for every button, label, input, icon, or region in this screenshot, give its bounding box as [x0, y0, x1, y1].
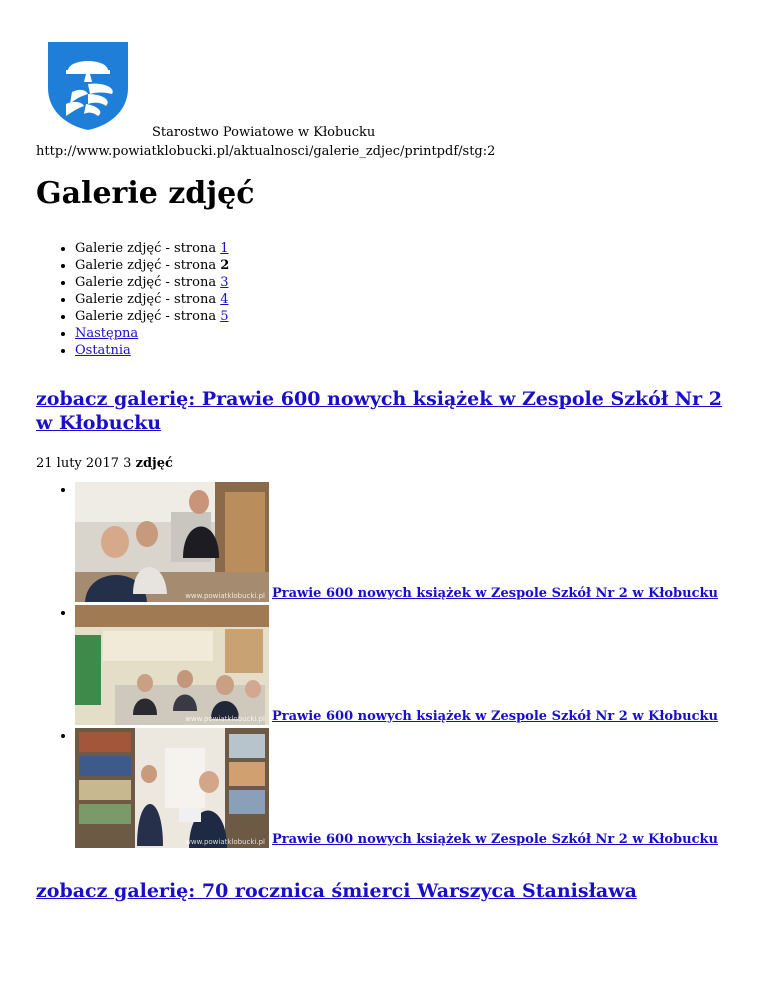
pagination-item [75, 291, 229, 308]
pagination-prefix: Galerie zdjęć - strona [75, 241, 217, 256]
site-name: Starostwo Powiatowe w Kłobucku [152, 125, 376, 140]
pagination-item [75, 274, 229, 291]
pagination-prefix: Galerie zdjęć - strona [75, 309, 217, 324]
next-page-link[interactable]: Następna [75, 326, 139, 341]
pagination-item [75, 308, 229, 325]
last-page-link[interactable]: Ostatnia [75, 343, 131, 358]
page-link-3[interactable]: 3 [220, 275, 229, 290]
photo-caption-link[interactable]: Prawie 600 nowych książek w Zespole Szkół Nr 2 w Kłobucku [272, 709, 718, 724]
photo-thumbnail[interactable] [75, 482, 269, 602]
pagination-prefix: Galerie zdjęć - strona [75, 258, 217, 273]
page-title: Galerie zdjęć [36, 176, 255, 211]
pagination-prefix: Galerie zdjęć - strona [75, 292, 217, 307]
gallery-link[interactable]: zobacz galerię: Prawie 600 nowych książek w Zespole Szkół Nr 2 w Kłobucku [36, 388, 722, 434]
pagination-item [75, 240, 229, 257]
pagination-item [75, 342, 229, 359]
photo-caption-link[interactable]: Prawie 600 nowych książek w Zespole Szkół Nr 2 w Kłobucku [272, 832, 718, 847]
page-link-1[interactable]: 1 [220, 241, 229, 256]
photo-count-label: zdjęć [135, 456, 173, 471]
current-page: 2 [220, 258, 230, 273]
photo-count: 3 [123, 456, 132, 471]
gallery-date: 21 luty 2017 [36, 456, 119, 471]
watermark: www.powiatklobucki.pl [185, 592, 265, 600]
pagination-item [75, 325, 229, 342]
photo-thumbnail[interactable] [75, 728, 269, 848]
photo-list [56, 482, 718, 851]
watermark: www.powiatklobucki.pl [185, 838, 265, 846]
gallery-title [36, 387, 736, 435]
watermark: www.powiatklobucki.pl [185, 715, 265, 723]
gallery-meta [36, 456, 173, 471]
photo-caption-link[interactable]: Prawie 600 nowych książek w Zespole Szkół Nr 2 w Kłobucku [272, 586, 718, 601]
pagination-list [56, 240, 229, 359]
pagination-prefix: Galerie zdjęć - strona [75, 275, 217, 290]
photo-thumbnail[interactable] [75, 605, 269, 725]
pagination-item [75, 257, 229, 274]
page-link-4[interactable]: 4 [220, 292, 229, 307]
page-link-5[interactable]: 5 [220, 309, 229, 324]
coat-of-arms-logo [46, 42, 130, 130]
page-url: http://www.powiatklobucki.pl/aktualnosci/galerie_zdjec/printpdf/stg:2 [36, 144, 496, 159]
gallery-title [36, 879, 736, 903]
gallery-link[interactable]: zobacz galerię: 70 rocznica śmierci Warszyca Stanisława [36, 880, 637, 902]
